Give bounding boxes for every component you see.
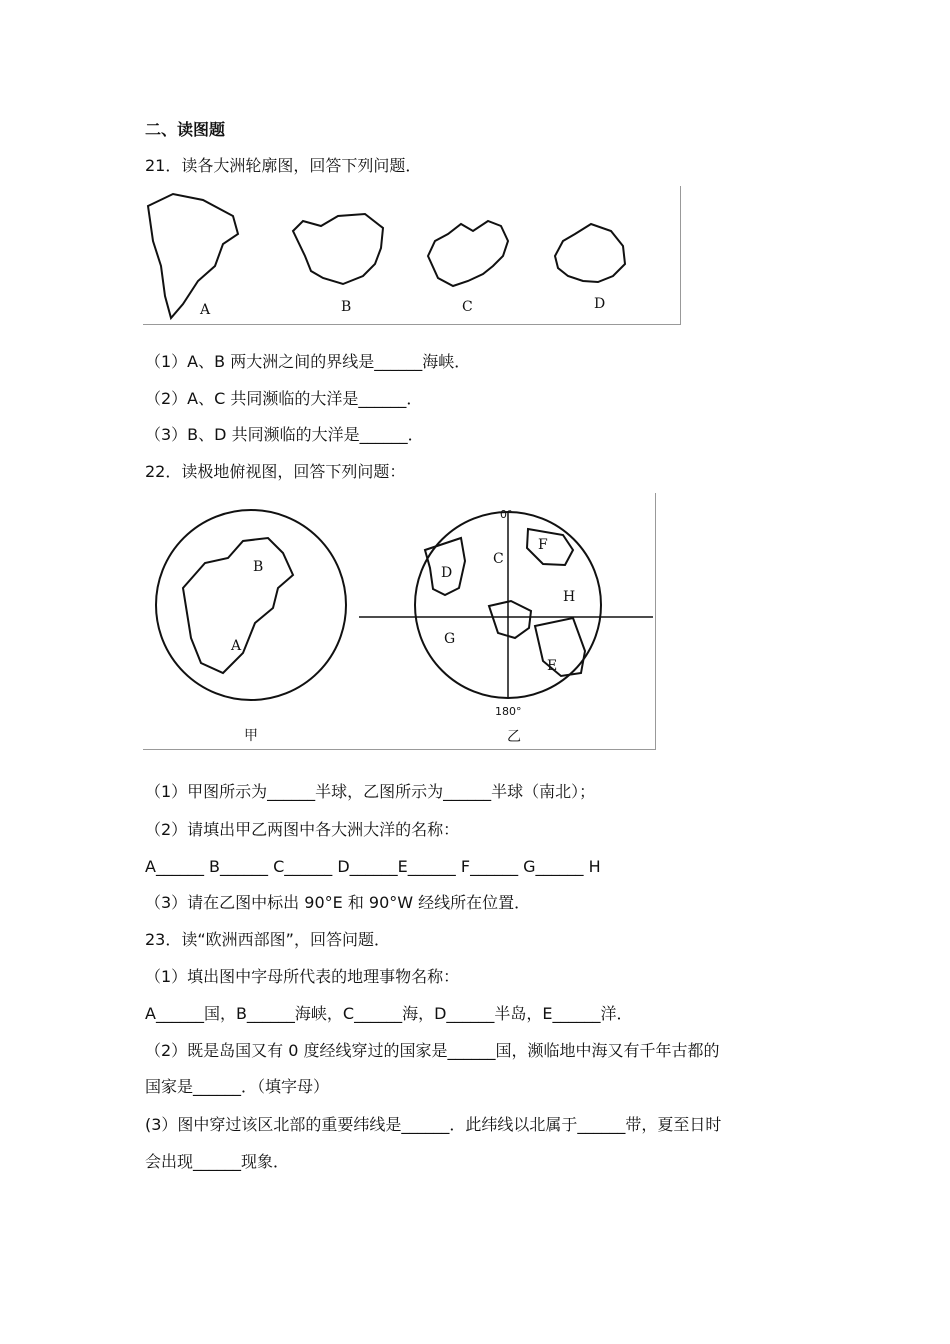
label-b: B bbox=[341, 299, 352, 315]
q23-item-3: （2）既是岛国又有 0 度经线穿过的国家是______国，濒临地中海又有千年古都的 bbox=[145, 1041, 720, 1060]
label-c: C bbox=[462, 299, 473, 315]
label-d: D bbox=[594, 296, 606, 312]
fig2-letter-d: D bbox=[441, 565, 453, 581]
q23-item-4: 国家是______．（填字母） bbox=[145, 1077, 330, 1096]
q22-item-1: （1）甲图所示为______半球，乙图所示为______半球（南北）； bbox=[145, 782, 596, 801]
fig2-letter-g: G bbox=[444, 631, 456, 647]
label-a: A bbox=[200, 302, 211, 318]
fig2-letter-c: C bbox=[493, 551, 504, 567]
q23-item-2: A______国，B______海峡，C______海，D______半岛，E______洋． bbox=[145, 1004, 633, 1023]
fig2-letter-h: H bbox=[563, 589, 576, 605]
q21-item-2: （2）A、C 共同濒临的大洋是______． bbox=[145, 389, 423, 408]
continents-figure bbox=[143, 186, 681, 325]
q23-title: 23．读“欧洲西部图”，回答问题． bbox=[145, 930, 390, 949]
polar-maps bbox=[143, 493, 655, 749]
q23-item-6: 会出现______现象． bbox=[145, 1152, 290, 1171]
q23-item-1: （1）填出图中字母所代表的地理事物名称： bbox=[145, 967, 460, 986]
fig1-letter-b: B bbox=[253, 559, 264, 575]
q21-item-1: （1）A、B 两大洲之间的界线是______海峡． bbox=[145, 352, 471, 371]
q22-item-2: （2）请填出甲乙两图中各大洲大洋的名称： bbox=[145, 820, 460, 839]
fig2-letter-f: F bbox=[538, 537, 548, 553]
q21-item-3: （3）B、D 共同濒临的大洋是______． bbox=[145, 425, 424, 444]
q22-item-3: A______ B______ C______ D______E______ F______ G______ H bbox=[145, 857, 601, 876]
fig1-letter-a: A bbox=[231, 638, 242, 654]
q23-item-5: (3）图中穿过该区北部的重要纬线是______．此纬线以北属于______带，夏至日时 bbox=[145, 1115, 722, 1134]
q22-item-4: （3）请在乙图中标出 90°E 和 90°W 经线所在位置． bbox=[145, 893, 531, 912]
fig1-caption: 甲 bbox=[244, 728, 258, 744]
section-title: 二、读图题 bbox=[145, 120, 226, 139]
fig2-zero-label: 0° bbox=[500, 508, 513, 521]
fig2-letter-e: E bbox=[547, 658, 558, 674]
q22-title: 22．读极地俯视图，回答下列问题： bbox=[145, 462, 406, 481]
q21-title: 21．读各大洲轮廓图，回答下列问题． bbox=[145, 156, 422, 175]
polar-figure bbox=[143, 493, 656, 750]
fig2-caption: 乙 bbox=[507, 729, 521, 745]
fig2-bottom-label: 180° bbox=[495, 705, 522, 718]
